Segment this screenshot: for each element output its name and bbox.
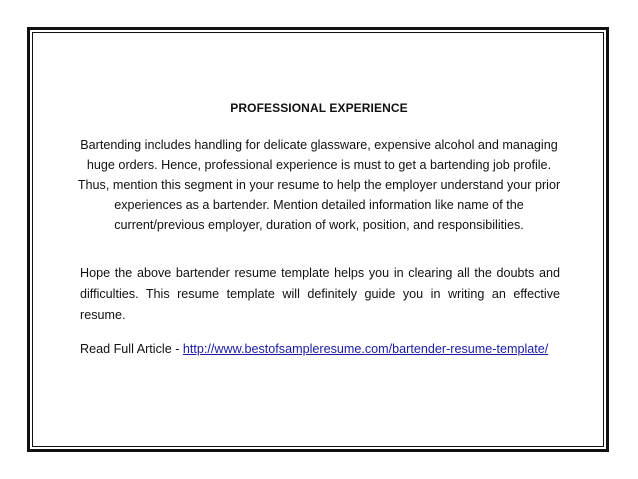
experience-paragraph — [74, 135, 564, 235]
read-full-article — [80, 340, 548, 358]
paragraph-line: huge orders. Hence, professional experience is must to get a bartending job profile. — [86, 158, 552, 172]
paragraph-line: Thus, mention this segment in your resume to help the employer understand your prior — [77, 178, 561, 192]
page-border-inner — [32, 32, 604, 447]
article-prefix: Read Full Article - — [80, 342, 183, 356]
closing-line: Hope the above bartender resume template helps you in clearing all the doubts and — [80, 266, 560, 280]
paragraph-line: Bartending includes handling for delicate glassware, expensive alcohol and managing — [80, 138, 558, 152]
closing-line: resume. — [80, 308, 126, 322]
paragraph-line: experiences as a bartender. Mention detailed information like name of the — [114, 198, 524, 212]
article-link[interactable]: http://www.bestofsampleresume.com/bartender-resume-template/ — [182, 342, 549, 356]
section-heading: PROFESSIONAL EXPERIENCE — [230, 101, 408, 115]
closing-line: difficulties. This resume template will definitely guide you in writing an effective — [80, 287, 560, 301]
closing-paragraph — [80, 263, 560, 326]
paragraph-line: current/previous employer, duration of work, position, and responsibilities. — [114, 218, 524, 232]
